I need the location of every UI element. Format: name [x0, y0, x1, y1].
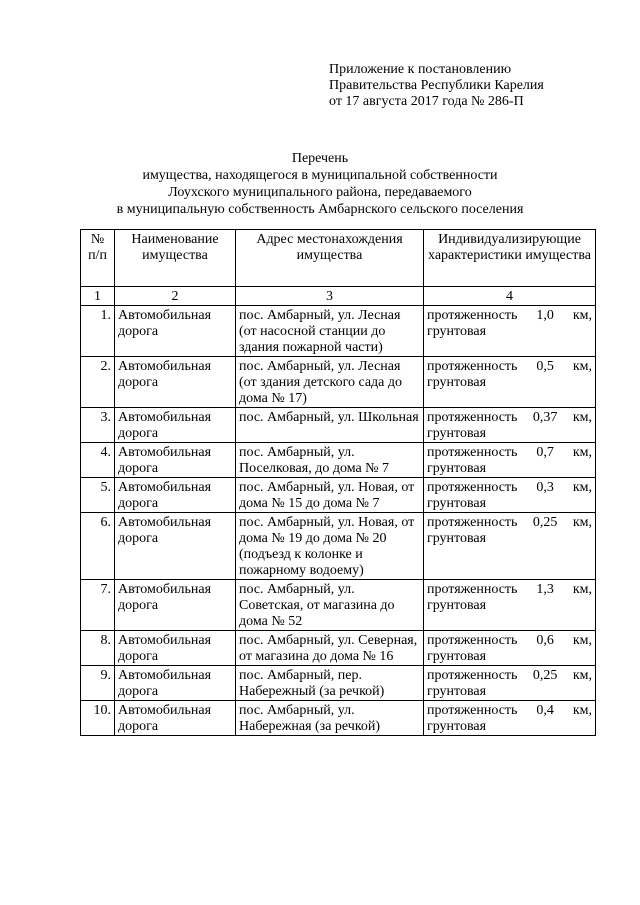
surface-type: грунтовая [427, 496, 487, 511]
table-row [81, 443, 596, 478]
title-line-1: Перечень [291, 151, 349, 166]
length-unit: км, [572, 359, 592, 374]
property-address: пос. Амбарный, ул. Школьная [236, 408, 424, 443]
length-value: 0,37 [532, 410, 558, 425]
length-label: протяженность [427, 445, 518, 460]
row-number: 9. [81, 666, 115, 701]
length-unit: км, [572, 515, 592, 530]
row-number: 3. [81, 408, 115, 443]
row-number: 2. [81, 357, 115, 408]
length-value: 1,3 [536, 582, 554, 597]
appendix-reference [329, 62, 544, 110]
surface-type: грунтовая [427, 461, 487, 476]
length-unit: км, [572, 480, 592, 495]
property-address: пос. Амбарный, ул. Поселковая, до дома № 7 [236, 443, 424, 478]
length-value: 0,6 [536, 633, 554, 648]
appendix-line-3: от 17 августа 2017 года № 286-П [329, 94, 524, 109]
length-unit: км, [572, 410, 592, 425]
table-row [81, 478, 596, 513]
row-number: 10. [81, 701, 115, 736]
length-value: 0,3 [536, 480, 554, 495]
property-characteristics [424, 408, 596, 443]
property-name: Автомобильная дорога [115, 701, 236, 736]
column-number: 1 [81, 287, 115, 306]
property-name: Автомобильная дорога [115, 631, 236, 666]
property-address: пос. Амбарный, пер. Набережный (за речкой) [236, 666, 424, 701]
length-unit: км, [572, 308, 592, 323]
property-address: пос. Амбарный, ул. Набережная (за речкой) [236, 701, 424, 736]
title-line-2: имущества, находящегося в муниципальной собственности [142, 168, 498, 183]
length-value: 0,25 [532, 668, 558, 683]
length-label: протяженность [427, 359, 518, 374]
property-table [80, 229, 596, 736]
title-line-4: в муниципальную собственность Амбарнского сельского поселения [116, 202, 524, 217]
property-characteristics [424, 478, 596, 513]
surface-type: грунтовая [427, 426, 487, 441]
appendix-line-2: Правительства Республики Карелия [329, 78, 544, 93]
row-number: 4. [81, 443, 115, 478]
column-number: 4 [424, 287, 596, 306]
length-value: 1,0 [536, 308, 554, 323]
property-address: пос. Амбарный, ул. Советская, от магазина до дома № 52 [236, 580, 424, 631]
table-header-row [81, 230, 596, 287]
column-number: 2 [115, 287, 236, 306]
length-unit: км, [572, 668, 592, 683]
property-name: Автомобильная дорога [115, 306, 236, 357]
length-label: протяженность [427, 480, 518, 495]
table-row [81, 631, 596, 666]
header-number: № п/п [81, 230, 115, 287]
title-line-3: Лоухского муниципального района, передаваемого [168, 185, 472, 200]
document-title [0, 150, 640, 218]
length-label: протяженность [427, 633, 518, 648]
length-value: 0,4 [536, 703, 554, 718]
header-address: Адрес местонахождения имущества [236, 230, 424, 287]
property-characteristics [424, 443, 596, 478]
row-number: 5. [81, 478, 115, 513]
property-characteristics [424, 306, 596, 357]
table-row [81, 357, 596, 408]
property-characteristics [424, 513, 596, 580]
property-characteristics [424, 666, 596, 701]
length-label: протяженность [427, 308, 518, 323]
surface-type: грунтовая [427, 324, 487, 339]
property-address: пос. Амбарный, ул. Лесная (от насосной станции до здания пожарной части) [236, 306, 424, 357]
property-address: пос. Амбарный, ул. Новая, от дома № 19 до дома № 20 (подъезд к колонке и пожарному водоему) [236, 513, 424, 580]
property-characteristics [424, 357, 596, 408]
property-address: пос. Амбарный, ул. Северная, от магазина до дома № 16 [236, 631, 424, 666]
property-name: Автомобильная дорога [115, 580, 236, 631]
property-characteristics [424, 701, 596, 736]
table-row [81, 701, 596, 736]
property-name: Автомобильная дорога [115, 357, 236, 408]
surface-type: грунтовая [427, 531, 487, 546]
length-unit: км, [572, 582, 592, 597]
length-unit: км, [572, 445, 592, 460]
table-row [81, 580, 596, 631]
row-number: 1. [81, 306, 115, 357]
table-row [81, 513, 596, 580]
length-value: 0,5 [536, 359, 554, 374]
table-row [81, 306, 596, 357]
header-characteristics: Индивидуализирующие характеристики имущества [424, 230, 596, 287]
length-unit: км, [572, 703, 592, 718]
length-value: 0,7 [536, 445, 554, 460]
length-value: 0,25 [532, 515, 558, 530]
header-name: Наименование имущества [115, 230, 236, 287]
appendix-line-1: Приложение к постановлению [329, 62, 512, 77]
table-row [81, 666, 596, 701]
length-label: протяженность [427, 582, 518, 597]
surface-type: грунтовая [427, 719, 487, 734]
length-label: протяженность [427, 410, 518, 425]
row-number: 7. [81, 580, 115, 631]
property-name: Автомобильная дорога [115, 513, 236, 580]
surface-type: грунтовая [427, 649, 487, 664]
column-numbers-row [81, 287, 596, 306]
property-address: пос. Амбарный, ул. Лесная (от здания детского сада до дома № 17) [236, 357, 424, 408]
property-name: Автомобильная дорога [115, 443, 236, 478]
length-unit: км, [572, 633, 592, 648]
property-address: пос. Амбарный, ул. Новая, от дома № 15 до дома № 7 [236, 478, 424, 513]
length-label: протяженность [427, 668, 518, 683]
table-row [81, 408, 596, 443]
property-name: Автомобильная дорога [115, 478, 236, 513]
property-name: Автомобильная дорога [115, 408, 236, 443]
property-characteristics [424, 580, 596, 631]
surface-type: грунтовая [427, 598, 487, 613]
length-label: протяженность [427, 703, 518, 718]
row-number: 8. [81, 631, 115, 666]
length-label: протяженность [427, 515, 518, 530]
row-number: 6. [81, 513, 115, 580]
surface-type: грунтовая [427, 375, 487, 390]
property-characteristics [424, 631, 596, 666]
column-number: 3 [236, 287, 424, 306]
surface-type: грунтовая [427, 684, 487, 699]
property-name: Автомобильная дорога [115, 666, 236, 701]
